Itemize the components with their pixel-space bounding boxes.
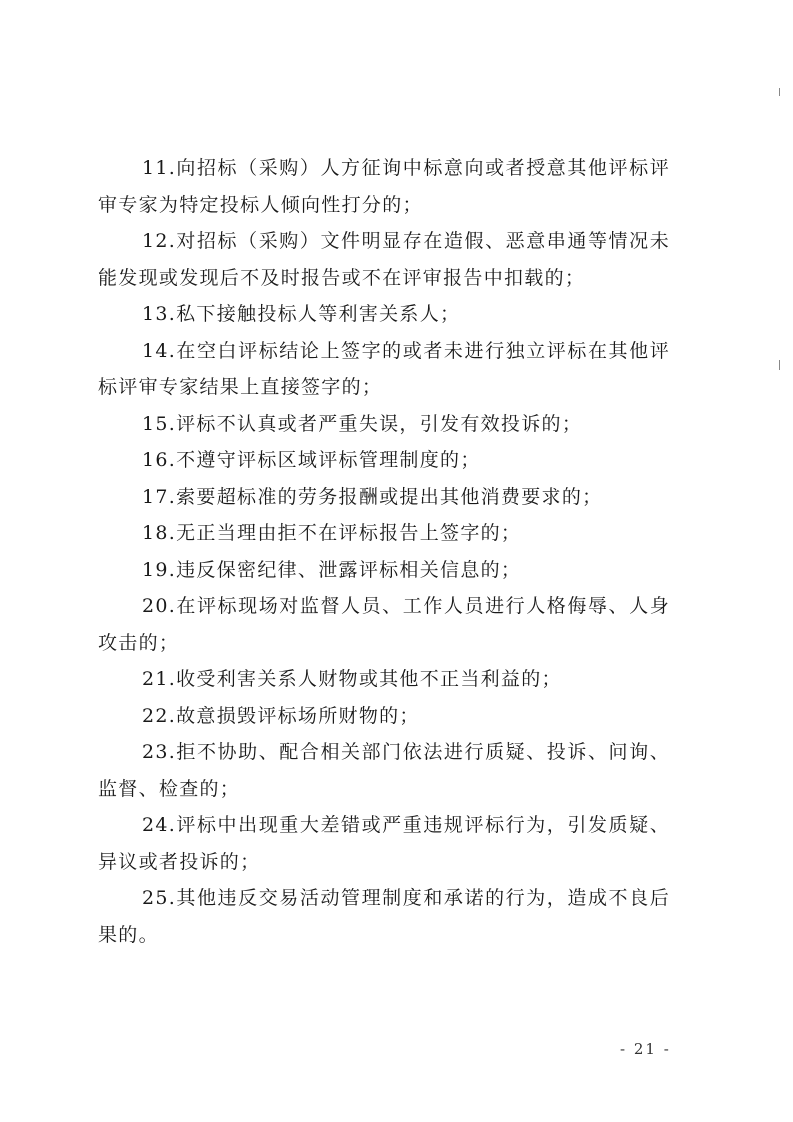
list-item: 22.故意损毁评标场所财物的； (142, 704, 420, 727)
list-item: 13.私下接触投标人等利害关系人； (142, 303, 461, 325)
list-item: 16.不遵守评标区域评标管理制度的； (142, 449, 481, 471)
list-item: 18.无正当理由拒不在评标报告上签字的； (142, 522, 522, 544)
list-item: 17.索要超标准的劳务报酬或提出其他消费要求的； (142, 485, 603, 508)
list-item: 19.违反保密纪律、泄露评标相关信息的； (142, 558, 522, 581)
scan-mark (779, 88, 780, 96)
list-item: 14.在空白评标结论上签字的或者未进行独立评标在其他评标评审专家结果上直接签字的； (98, 339, 670, 398)
scan-mark (779, 360, 780, 370)
list-item: 20.在评标现场对监督人员、工作人员进行人格侮辱、人身攻击的； (98, 595, 670, 654)
page-number: - 21 - (620, 1040, 671, 1058)
list-item: 23.拒不协助、配合相关部门依法进行质疑、投诉、问询、监督、检查的； (98, 741, 670, 800)
document-body (98, 150, 670, 953)
list-item: 12.对招标（采购）文件明显存在造假、恶意串通等情况未能发现或发现后不及时报告或不在评审报告中扣载的； (98, 230, 670, 289)
list-item: 24.评标中出现重大差错或严重违规评标行为，引发质疑、异议或者投诉的； (98, 814, 670, 873)
list-item: 25.其他违反交易活动管理制度和承诺的行为，造成不良后果的。 (98, 887, 670, 946)
list-item: 11.向招标（采购）人方征询中标意向或者授意其他评标评审专家为特定投标人倾向性打分的； (98, 157, 670, 216)
list-item: 15.评标不认真或者严重失误，引发有效投诉的； (142, 412, 583, 435)
list-item: 21.收受利害关系人财物或其他不正当利益的； (142, 668, 562, 690)
